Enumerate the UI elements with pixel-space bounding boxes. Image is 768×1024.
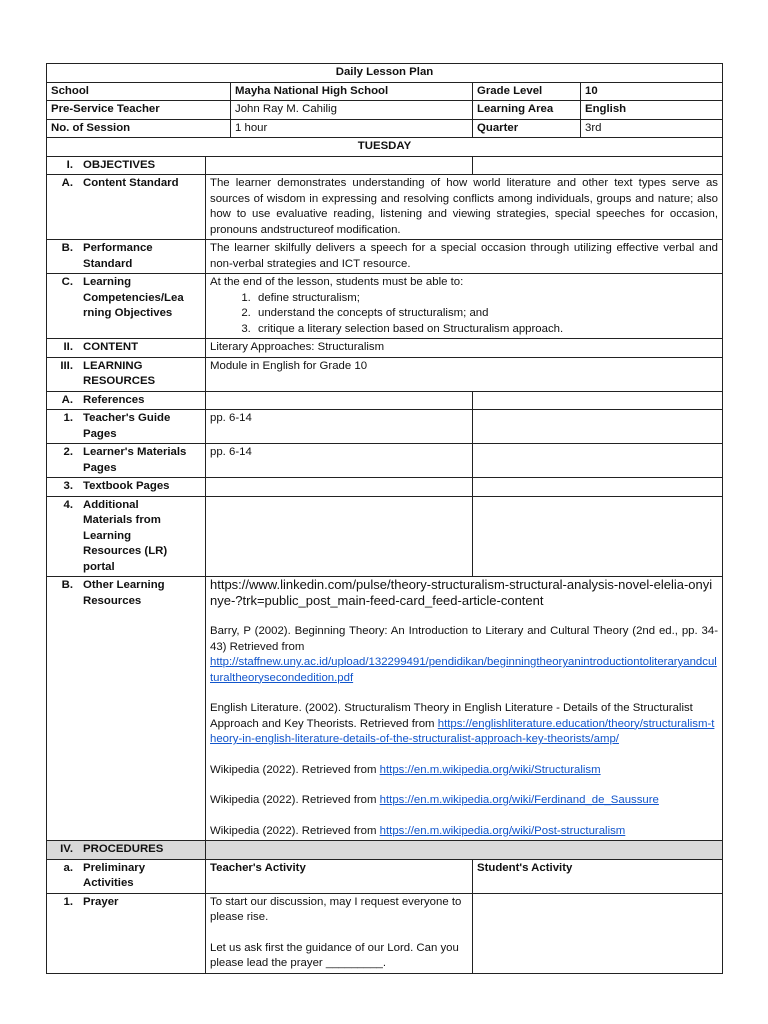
item-label: Additional Materials from Learning Resources (LR) portal — [83, 498, 168, 573]
objectives-list — [210, 291, 718, 338]
empty-cell — [473, 444, 723, 478]
procedures-row — [47, 841, 723, 860]
empty-cell — [206, 496, 473, 577]
empty-cell — [473, 496, 723, 577]
section-number: II. — [63, 341, 73, 353]
item-label: Other Learning Resources — [83, 579, 165, 607]
other-resources-row — [47, 577, 723, 841]
references-heading — [47, 391, 206, 410]
session-label: No. of Session — [47, 119, 231, 138]
item-letter: B. — [61, 242, 73, 254]
item-label: Learning Competencies/Lea rning Objectives — [83, 276, 184, 319]
item-number: 2. — [63, 446, 73, 458]
prayer-student-cell — [473, 893, 723, 973]
reference-link[interactable]: https://en.m.wikipedia.org/wiki/Structuralism — [379, 763, 601, 776]
item-label: Teacher's Guide Pages — [83, 412, 171, 440]
header-row-school — [47, 82, 723, 101]
item-letter: a. — [63, 861, 73, 874]
content-standard-row — [47, 175, 723, 240]
textbook-row — [47, 478, 723, 497]
procedures-heading — [47, 841, 206, 860]
header-row-session — [47, 119, 723, 138]
lesson-plan-document — [46, 63, 722, 974]
item-label: Content Standard — [83, 177, 179, 189]
grade-level-value: 10 — [581, 82, 723, 101]
reference-text: Wikipedia (2022). Retrieved from — [210, 763, 377, 776]
performance-standard-row — [47, 240, 723, 274]
teachers-guide-pages: pp. 6-14 — [206, 410, 473, 444]
reference-link[interactable]: https://en.m.wikipedia.org/wiki/Post-structuralism — [379, 824, 626, 837]
objectives-heading — [47, 156, 206, 175]
item-label: Preliminary Activities — [83, 861, 146, 889]
other-resources-heading — [47, 577, 206, 841]
lesson-plan-table — [46, 63, 723, 974]
prayer-heading — [47, 893, 206, 973]
preliminary-heading — [47, 859, 206, 893]
item-letter: C. — [61, 276, 73, 288]
item-number: 4. — [63, 498, 73, 511]
document-title: Daily Lesson Plan — [47, 64, 723, 83]
reference-wikipedia-structuralism — [210, 763, 718, 779]
linkedin-url: https://www.linkedin.com/pulse/theory-structuralism-structural-analysis-novel-elelia-onyinye-?trk=public_post_main-feed-card_feed-article-content — [210, 577, 713, 608]
quarter-value: 3rd — [581, 119, 723, 138]
competencies-cell — [206, 274, 723, 339]
learning-resources-row — [47, 357, 723, 391]
teacher-activity-header: Teacher's Activity — [206, 859, 473, 893]
objective-item: 1. define structuralism; — [254, 291, 718, 307]
section-label: PROCEDURES — [83, 843, 164, 855]
preliminary-row — [47, 859, 723, 893]
day-row — [47, 138, 723, 157]
student-activity-header: Student's Activity — [473, 859, 723, 893]
learning-resources-heading — [47, 357, 206, 391]
objective-item: 3. critique a literary selection based on Structuralism approach. — [254, 322, 718, 338]
section-label: LEARNING RESOURCES — [83, 359, 156, 387]
content-text: Literary Approaches: Structuralism — [206, 339, 723, 358]
teacher-value: John Ray M. Cahilig — [231, 101, 473, 120]
reference-text: Wikipedia (2022). Retrieved from — [210, 794, 377, 806]
content-row — [47, 339, 723, 358]
other-resources-cell — [206, 577, 723, 841]
item-number: 1. — [63, 895, 73, 908]
objective-item: 2. understand the concepts of structuralism; and — [254, 306, 718, 322]
item-letter: B. — [61, 579, 73, 591]
content-heading — [47, 339, 206, 358]
quarter-label: Quarter — [473, 119, 581, 138]
day-label: TUESDAY — [47, 138, 723, 157]
references-row — [47, 391, 723, 410]
performance-standard-text: The learner skilfully delivers a speech for a special occasion through utilizing effective verbal and non-verbal strategies and ICT resource. — [206, 240, 723, 274]
learning-area-label: Learning Area — [473, 101, 581, 120]
objectives-row — [47, 156, 723, 175]
section-number: IV. — [60, 843, 73, 855]
section-label: OBJECTIVES — [83, 158, 156, 171]
competencies-row — [47, 274, 723, 339]
reference-link[interactable]: http://staffnew.uny.ac.id/upload/132299491/pendidikan/beginningtheoryanintroductiontoliteraryandculturaltheorysecondedition.pdf — [210, 656, 717, 684]
learning-area-value: English — [581, 101, 723, 120]
performance-standard-heading — [47, 240, 206, 274]
teachers-guide-row — [47, 410, 723, 444]
competencies-heading — [47, 274, 206, 339]
section-number: III. — [60, 359, 73, 372]
reference-wikipedia-post-structuralism — [210, 824, 718, 840]
additional-materials-heading — [47, 496, 206, 577]
reference-text: English Literature. (2002). Structuralism Theory in English Literature - Details of the Structuralist Approach and Key Theorists. Retrieved from — [210, 702, 693, 730]
header-row-teacher — [47, 101, 723, 120]
learners-materials-row — [47, 444, 723, 478]
reference-link[interactable]: https://englishliterature.education/theory/structuralism-theory-in-english-literature-details-of-the-structuralist-approach-key-theorists/amp/ — [210, 717, 715, 745]
reference-english-literature — [210, 701, 718, 748]
section-label: CONTENT — [83, 341, 139, 353]
item-label: Learner's Materials Pages — [83, 446, 187, 474]
content-standard-heading — [47, 175, 206, 240]
session-value: 1 hour — [231, 119, 473, 138]
empty-cell — [206, 841, 723, 860]
reference-link[interactable]: https://en.m.wikipedia.org/wiki/Ferdinand_de_Saussure — [379, 794, 659, 806]
item-letter: A. — [61, 393, 73, 406]
empty-cell — [473, 410, 723, 444]
prayer-instruction: To start our discussion, may I request everyone to please rise. — [210, 895, 462, 923]
empty-cell — [206, 391, 473, 410]
school-value: Mayha National High School — [231, 82, 473, 101]
competencies-intro: At the end of the lesson, students must be able to: — [210, 276, 464, 288]
reference-text: Wikipedia (2022). Retrieved from — [210, 824, 377, 837]
textbook-heading — [47, 478, 206, 497]
grade-level-label: Grade Level — [473, 82, 581, 101]
empty-cell — [473, 156, 723, 175]
reference-wikipedia-saussure — [210, 793, 718, 809]
reference-text: Barry, P (2002). Beginning Theory: An Introduction to Literary and Cultural Theory (2nd ed., pp. 34-43) Retrieved from — [210, 625, 718, 653]
prayer-row — [47, 893, 723, 973]
school-label: School — [47, 82, 231, 101]
empty-cell — [206, 156, 473, 175]
teachers-guide-heading — [47, 410, 206, 444]
empty-cell — [206, 478, 473, 497]
item-number: 3. — [63, 480, 73, 492]
item-label: References — [83, 393, 145, 406]
additional-materials-row — [47, 496, 723, 577]
item-number: 1. — [63, 412, 73, 424]
section-number: I. — [66, 158, 73, 171]
content-standard-text: The learner demonstrates understanding of how world literature and other text types serve as sources of wisdom in expressing and resolving conflicts among individuals, groups and nature; also how to use evaluative reading, listening and viewing strategies, special speeches for occasion, pronouns andstructureof modification. — [206, 175, 723, 240]
prayer-teacher-cell — [206, 893, 473, 973]
empty-cell — [473, 478, 723, 497]
reference-barry — [210, 624, 718, 686]
teacher-label: Pre-Service Teacher — [47, 101, 231, 120]
empty-cell — [473, 391, 723, 410]
learners-materials-heading — [47, 444, 206, 478]
item-letter: A. — [61, 177, 73, 189]
item-label: Textbook Pages — [83, 480, 170, 492]
item-label: Performance Standard — [83, 242, 153, 270]
item-label: Prayer — [83, 895, 119, 908]
title-row — [47, 64, 723, 83]
learning-resources-text: Module in English for Grade 10 — [206, 357, 723, 391]
learners-materials-pages: pp. 6-14 — [206, 444, 473, 478]
prayer-request: Let us ask first the guidance of our Lord. Can you please lead the prayer _________. — [210, 941, 459, 969]
